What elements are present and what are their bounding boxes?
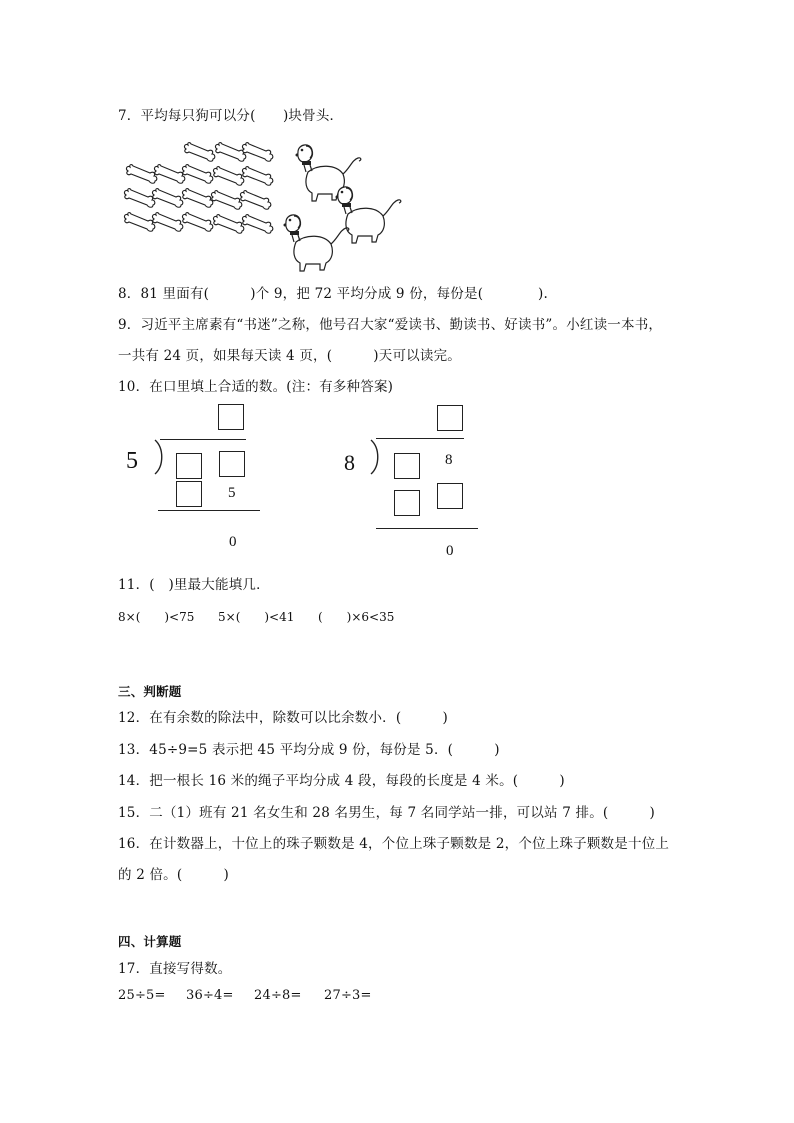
question-10: 10．在口里填上合适的数。(注：有多种答案) [118, 379, 394, 395]
quotient-box[interactable] [437, 405, 463, 431]
product-box-ones[interactable] [437, 483, 463, 509]
inequality-1: 8×( )<75 [118, 610, 195, 624]
question-8: 8．81 里面有( )个 9，把 72 平均分成 9 份，每份是( ). [118, 286, 548, 302]
dividend-box-ones[interactable] [219, 451, 245, 477]
product-box-tens[interactable] [394, 490, 420, 516]
dividend-box-tens[interactable] [394, 453, 420, 479]
inequality-3: ( )×6<35 [318, 610, 395, 624]
section-4-title: 四、计算题 [118, 934, 182, 949]
subtraction-line [376, 528, 478, 529]
section-3-title: 三、判断题 [118, 684, 182, 699]
calc-2: 36÷4= [186, 988, 234, 1003]
quotient-box[interactable] [218, 404, 244, 430]
division-bracket [368, 438, 382, 478]
question-17: 17．直接写得数。 [118, 961, 232, 977]
division-bar [376, 438, 464, 439]
calc-1: 25÷5= [118, 988, 166, 1003]
question-9-line-2: 一共有 24 页，如果每天读 4 页，( )天可以读完。 [118, 348, 461, 364]
question-16-line-1: 16．在计数器上，十位上的珠子颗数是 4，个位上珠子颗数是 2，个位上珠子颗数是十位上 [118, 836, 670, 852]
calc-3: 24÷8= [254, 988, 302, 1003]
dividend-known-digit: 8 [445, 452, 453, 468]
question-16-line-2: 的 2 倍。( ) [118, 867, 229, 883]
question-13: 13．45÷9=5 表示把 45 平均分成 9 份，每份是 5．( ) [118, 742, 500, 758]
division-bracket [152, 438, 166, 478]
question-7: 7．平均每只狗可以分( )块骨头． [118, 108, 344, 124]
question-9-line-1: 9．习近平主席素有“书迷”之称，他号召大家“爱读书、勤读书、好读书”。小红读一本书， [118, 317, 663, 333]
subtraction-line [158, 510, 260, 511]
division-bar [160, 439, 246, 440]
product-known-digit: 5 [228, 485, 236, 501]
question-15: 15．二（1）班有 21 名女生和 28 名男生，每 7 名同学站一排，可以站 7 排。( ) [118, 805, 655, 821]
inequality-2: 5×( )<41 [218, 610, 295, 624]
bones-and-dogs-illustration [118, 136, 408, 272]
question-11: 11．( )里最大能填几． [118, 577, 270, 593]
question-14: 14．把一根长 16 米的绳子平均分成 4 段，每段的长度是 4 米。( ) [118, 773, 565, 789]
calc-4: 27÷3= [324, 988, 372, 1003]
bone-icon [125, 143, 273, 234]
remainder: 0 [229, 534, 237, 550]
question-12: 12．在有余数的除法中，除数可以比余数小．( ) [118, 710, 448, 726]
divisor: 5 [126, 448, 138, 474]
remainder: 0 [446, 543, 454, 559]
product-box[interactable] [176, 481, 202, 507]
dog-icon [284, 145, 401, 271]
divisor: 8 [344, 450, 355, 475]
dividend-box-tens[interactable] [176, 453, 202, 479]
